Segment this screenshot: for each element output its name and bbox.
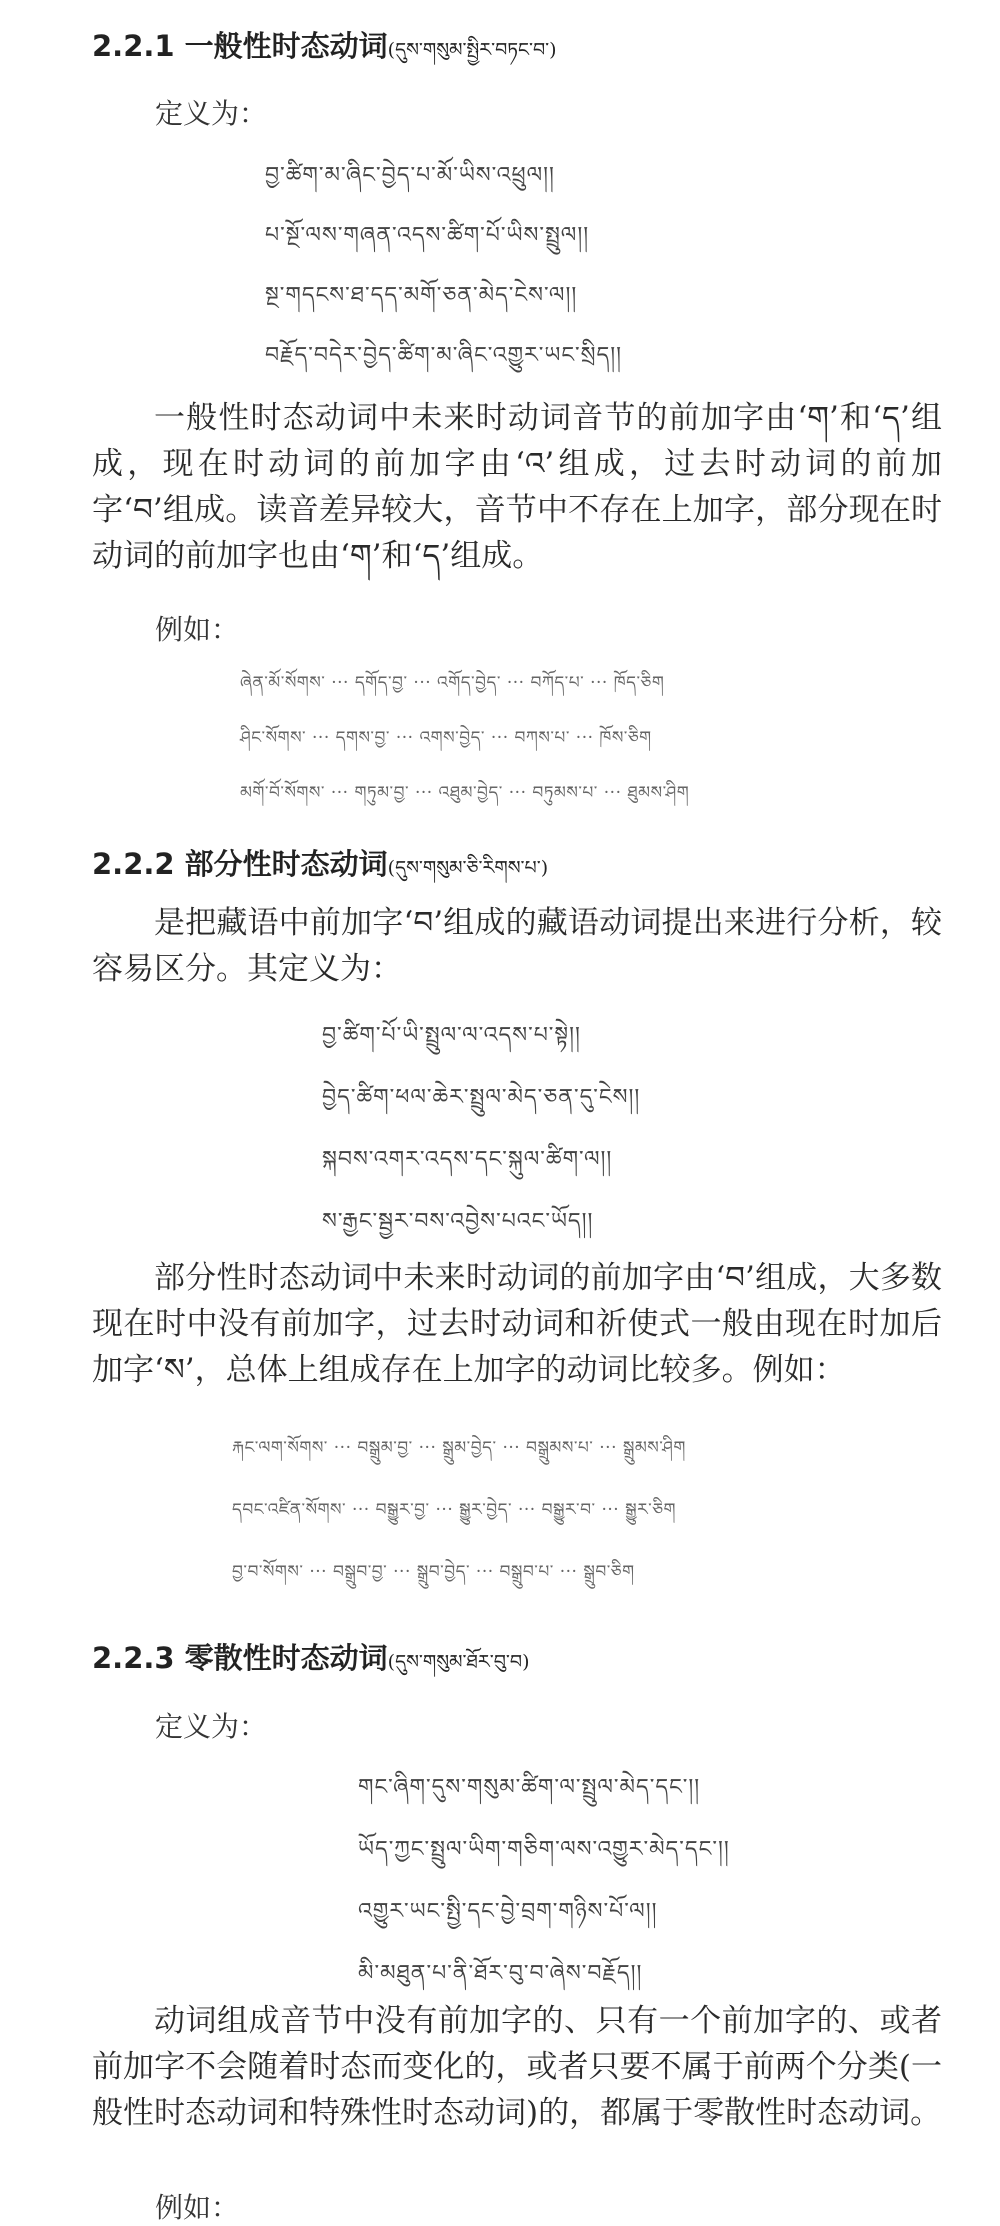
verse-line: ཡོད་ཀྱང་སྤྲུལ་ཡིག་གཅིག་ལས་འགྱུར་མེད་དང་།། [358, 1837, 730, 1862]
verse-line: པ་སྔོ་ལས་གཞན་འདས་ཚིག་པོ་ཡིས་སྤྲུལ།། [265, 223, 590, 248]
example-line: ཤིང་སོགས་ ··· དགས་བྱ་ ··· འགས་བྱེད་ ··· བཀས་པ་ ··· ཁོས་ཅིག [240, 728, 652, 748]
example-line: དབང་འཛིན་སོགས་ ··· བསྒྱུར་བྱ་ ··· སྒྱུར་བྱེད་ ··· བསྒྱུར་བ་ ··· སྒྱུར་ཅིག [232, 1500, 677, 1520]
definition-label: 定义为： [155, 1710, 268, 1743]
example-line: མགོ་བོ་སོགས་ ··· གཏུམ་བྱ་ ··· འཐུམ་བྱེད་ ··· བཏུམས་པ་ ··· ཐུམས་ཤིག [240, 783, 690, 803]
section-heading-2-2-2: 2.2.2 部分性时态动词(དུས་གསུམ་ཅི་རིགས་པ་) [92, 847, 549, 881]
example-line: བྱ་བ་སོགས་ ··· བསྒྲུབ་བྱ་ ··· སྒྲུབ་བྱེད་ ··· བསྒྲུབ་པ་ ··· སྒྲུབ་ཅིག [232, 1562, 635, 1582]
body-paragraph: 部分性时态动词中未来时动词的前加字由‘བ’组成，大多数现在时中没有前加字，过去时动词和祈使式一般由现在时加后加字‘ས’，总体上组成存在上加字的动词比较多。例如： [92, 1260, 942, 1388]
verse-line: གང་ཞིག་དུས་གསུམ་ཚིག་ལ་སྤྲུལ་མེད་དང་།། [358, 1775, 701, 1800]
section-heading-tibetan: (དུས་གསུམ་ཐོར་བུ་བ) [387, 1651, 530, 1673]
verse-line: བྱ་ཚིག་པོ་ཡི་སྤྲུལ་ལ་འདས་པ་སྟེ།། [322, 1023, 581, 1048]
section-heading-tibetan: (དུས་གསུམ་ཅི་རིགས་པ་) [387, 857, 549, 879]
section-heading-tibetan: (དུས་གསུམ་སྤྱིར་བཏང་བ་) [387, 39, 557, 61]
body-paragraph: 动词组成音节中没有前加字的、只有一个前加字的、或者前加字不会随着时态而变化的，或者只要不属于前两个分类(一般性时态动词和特殊性时态动词)的，都属于零散性时态动词。 [92, 2003, 942, 2131]
verse-line: མི་མཐུན་པ་ནི་ཐོར་བུ་བ་ཞེས་བརྗོད།། [358, 1961, 643, 1986]
body-paragraph: 一般性时态动词中未来时动词音节的前加字由‘ག’和‘ད’组成，现在时动词的前加字由‘འ’组成，过去时动词的前加字‘བ’组成。读音差异较大，音节中不存在上加字，部分现在时动词的前加字也由‘ག’和‘ད’组成。 [92, 400, 942, 574]
example-label: 例如： [155, 613, 240, 646]
verse-line: བྱེད་ཚིག་ཕལ་ཆེར་སྤྲུལ་མེད་ཅན་དུ་ངེས།། [322, 1085, 641, 1110]
verse-line: བྱ་ཚིག་མ་ཞིང་བྱེད་པ་མོ་ཡིས་འཕྲུལ།། [265, 163, 555, 188]
section-heading-2-2-3: 2.2.3 零散性时态动词(དུས་གསུམ་ཐོར་བུ་བ) [92, 1641, 530, 1675]
body-paragraph: 是把藏语中前加字‘བ’组成的藏语动词提出来进行分析，较容易区分。其定义为： [92, 905, 942, 987]
verse-line: འགྱུར་ཡང་སྤྱི་དང་བྱེ་བྲག་གཉིས་པོ་ལ།། [358, 1899, 658, 1924]
definition-label: 定义为： [155, 97, 268, 130]
verse-line: ས་རྒྱང་སྦྱར་བས་འབྱེས་པའང་ཡོད།། [322, 1209, 594, 1234]
section-heading-2-2-1: 2.2.1 一般性时态动词(དུས་གསུམ་སྤྱིར་བཏང་བ་) [92, 29, 557, 63]
example-line: ཞེན་མོ་སོགས་ ··· དགོད་བྱ་ ··· འགོད་བྱེད་ ··· བཀོད་པ་ ··· ཁོད་ཅིག [240, 673, 665, 693]
verse-line: སྔ་གདངས་ཐ་དད་མགོ་ཅན་མེད་ངེས་ལ།། [265, 283, 578, 308]
verse-line: སྐབས་འགར་འདས་དང་སྐུལ་ཚིག་ལ།། [322, 1147, 613, 1172]
example-label: 例如： [155, 2191, 240, 2224]
example-line: རྐང་ལག་སོགས་ ··· བསྒྲུམ་བྱ་ ··· སྒྲུམ་བྱེད་ ··· བསྒྲུམས་པ་ ··· སྒྲུམས་ཤིག [232, 1438, 686, 1458]
verse-line: བརྗོད་བདེར་བྱེད་ཚིག་མ་ཞིང་འགྱུར་ཡང་སྲིད།། [265, 343, 623, 368]
